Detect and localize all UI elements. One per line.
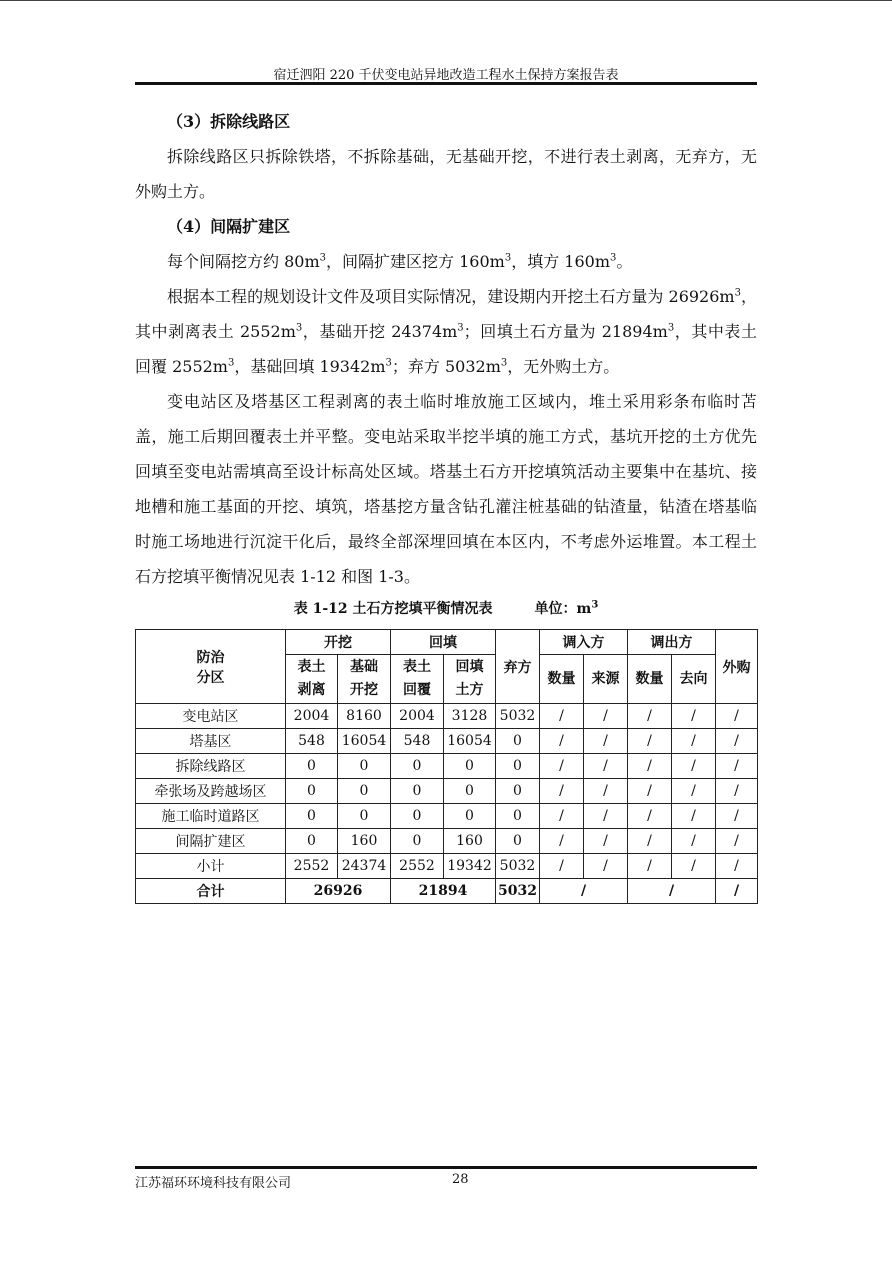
header-out-quantity: 数量 xyxy=(628,655,672,704)
cell-in-quantity: / xyxy=(540,704,584,729)
cell-topsoil-cover: 0 xyxy=(391,779,444,804)
section3-text: 拆除线路区只拆除铁塔，不拆除基础，无基础开挖，不进行表土剥离，无弃方，无外购土方。 xyxy=(135,147,757,201)
footer-company: 江苏福环环境科技有限公司 xyxy=(135,1176,292,1191)
earthwork-summary: 根据本工程的规划设计文件及项目实际情况，建设期内开挖土石方量为 $26926m^3$，其中剥离表土 $2552m^3$，基础开挖 $24374m^3$；回填土石方量为 $21894m^3$，其中表土回覆 $2552m^3$，基础回填 $19342m^3$；弃方 $5032m^3$，无外购土方。 xyxy=(135,287,757,376)
table-row xyxy=(136,754,758,779)
cell-topsoil-cover: 548 xyxy=(391,729,444,754)
cell-topsoil-strip: 0 xyxy=(286,804,338,829)
total-transfer-out: / xyxy=(628,879,716,904)
cell-topsoil-cover: 2552 xyxy=(391,854,444,879)
cell-fill-earth: 19342 xyxy=(444,854,496,879)
header-foundation-excavation: 基础 开挖 xyxy=(338,655,391,704)
total-excavation: 26926 xyxy=(286,879,391,904)
header-fill: 回填 xyxy=(391,630,496,655)
header-zone: 防治 分区 xyxy=(136,630,286,704)
cell-in-source: / xyxy=(584,829,628,854)
table-total-row xyxy=(136,879,758,904)
total-spoil: 5032 xyxy=(496,879,540,904)
cell-foundation-excavation: 16054 xyxy=(338,729,391,754)
footer-rule xyxy=(135,1166,757,1169)
cell-out-quantity: / xyxy=(628,729,672,754)
cell-topsoil-strip: 0 xyxy=(286,829,338,854)
section3-heading: （3）拆除线路区 xyxy=(167,112,291,131)
cell-spoil: 5032 xyxy=(496,854,540,879)
table-row xyxy=(136,729,758,754)
table-row xyxy=(136,829,758,854)
header-purchase: 外购 xyxy=(716,630,758,704)
header-out-destination: 去向 xyxy=(672,655,716,704)
cell-fill-earth: 16054 xyxy=(444,729,496,754)
cell-in-quantity: / xyxy=(540,854,584,879)
page-number: 28 xyxy=(452,1172,469,1187)
cell-foundation-excavation: 0 xyxy=(338,804,391,829)
total-label: 合计 xyxy=(136,879,286,904)
cell-out-destination: / xyxy=(672,754,716,779)
cell-in-quantity: / xyxy=(540,779,584,804)
header-topsoil-strip: 表土 剥离 xyxy=(286,655,338,704)
cell-zone-name: 间隔扩建区 xyxy=(136,829,286,854)
earthwork-balance-table xyxy=(135,629,758,904)
cell-topsoil-strip: 0 xyxy=(286,779,338,804)
cell-foundation-excavation: 160 xyxy=(338,829,391,854)
cell-fill-earth: 3128 xyxy=(444,704,496,729)
cell-spoil: 0 xyxy=(496,779,540,804)
table-unit: 单位：$m^3$ xyxy=(534,599,599,617)
cell-purchase: / xyxy=(716,804,758,829)
cell-zone-name: 塔基区 xyxy=(136,729,286,754)
header-in-source: 来源 xyxy=(584,655,628,704)
cell-out-destination: / xyxy=(672,829,716,854)
cell-purchase: / xyxy=(716,729,758,754)
cell-in-source: / xyxy=(584,729,628,754)
cell-zone-name: 牵张场及跨越场区 xyxy=(136,779,286,804)
cell-zone-name: 施工临时道路区 xyxy=(136,804,286,829)
total-purchase: / xyxy=(716,879,758,904)
cell-purchase: / xyxy=(716,754,758,779)
cell-foundation-excavation: 0 xyxy=(338,754,391,779)
cell-spoil: 0 xyxy=(496,804,540,829)
cell-topsoil-cover: 0 xyxy=(391,804,444,829)
table-row xyxy=(136,854,758,879)
cell-zone-name: 小计 xyxy=(136,854,286,879)
cell-topsoil-cover: 2004 xyxy=(391,704,444,729)
cell-foundation-excavation: 0 xyxy=(338,779,391,804)
cell-out-quantity: / xyxy=(628,779,672,804)
header-rule xyxy=(135,82,757,85)
cell-zone-name: 拆除线路区 xyxy=(136,754,286,779)
cell-in-quantity: / xyxy=(540,829,584,854)
table-caption: 表 1-12 土石方挖填平衡情况表 单位：$m^3$ xyxy=(293,599,599,617)
document-body xyxy=(135,104,757,594)
top-border xyxy=(0,0,892,1)
header-excavation: 开挖 xyxy=(286,630,391,655)
cell-out-destination: / xyxy=(672,804,716,829)
table-row xyxy=(136,804,758,829)
cell-topsoil-strip: 2552 xyxy=(286,854,338,879)
cell-out-destination: / xyxy=(672,729,716,754)
page-header: 宿迁泗阳 220 千伏变电站异地改造工程水土保持方案报告表 xyxy=(273,68,619,83)
cell-out-quantity: / xyxy=(628,829,672,854)
cell-foundation-excavation: 8160 xyxy=(338,704,391,729)
cell-in-source: / xyxy=(584,854,628,879)
cell-out-quantity: / xyxy=(628,754,672,779)
table-header-row-1 xyxy=(136,630,758,655)
cell-fill-earth: 160 xyxy=(444,829,496,854)
cell-fill-earth: 0 xyxy=(444,804,496,829)
cell-out-destination: / xyxy=(672,704,716,729)
header-spoil: 弃方 xyxy=(496,630,540,704)
table-row xyxy=(136,704,758,729)
cell-in-source: / xyxy=(584,804,628,829)
section4-text: 每个间隔挖方约 $80m^3$，间隔扩建区挖方 $160m^3$，填方 $160m^3$。 xyxy=(167,252,633,271)
cell-topsoil-cover: 0 xyxy=(391,829,444,854)
total-fill: 21894 xyxy=(391,879,496,904)
cell-fill-earth: 0 xyxy=(444,779,496,804)
cell-in-quantity: / xyxy=(540,729,584,754)
cell-foundation-excavation: 24374 xyxy=(338,854,391,879)
header-transfer-out: 调出方 xyxy=(628,630,716,655)
cell-purchase: / xyxy=(716,779,758,804)
cell-in-source: / xyxy=(584,779,628,804)
topsoil-paragraph: 变电站区及塔基区工程剥离的表土临时堆放施工区域内，堆土采用彩条布临时苫盖，施工后期回覆表土并平整。变电站采取半挖半填的施工方式，基坑开挖的土方优先回填至变电站需填高至设计标高处区域。塔基土石方开挖填筑活动主要集中在基坑、接地槽和施工基面的开挖、填筑，塔基挖方量含钻孔灌注桩基础的钻渣量，钻渣在塔基临时施工场地进行沉淀干化后，最终全部深埋回填在本区内，不考虑外运堆置。本工程土石方挖填平衡情况见表 1-12 和图 1-3。 xyxy=(135,392,757,586)
cell-out-quantity: / xyxy=(628,854,672,879)
header-topsoil-cover: 表土 回覆 xyxy=(391,655,444,704)
header-in-quantity: 数量 xyxy=(540,655,584,704)
cell-out-quantity: / xyxy=(628,804,672,829)
cell-in-quantity: / xyxy=(540,754,584,779)
cell-fill-earth: 0 xyxy=(444,754,496,779)
section4-heading: （4）间隔扩建区 xyxy=(167,217,291,236)
cell-out-destination: / xyxy=(672,779,716,804)
cell-spoil: 0 xyxy=(496,729,540,754)
cell-purchase: / xyxy=(716,704,758,729)
cell-out-quantity: / xyxy=(628,704,672,729)
cell-in-source: / xyxy=(584,704,628,729)
cell-topsoil-strip: 2004 xyxy=(286,704,338,729)
cell-spoil: 0 xyxy=(496,829,540,854)
cell-zone-name: 变电站区 xyxy=(136,704,286,729)
cell-spoil: 5032 xyxy=(496,704,540,729)
table-row xyxy=(136,779,758,804)
cell-topsoil-cover: 0 xyxy=(391,754,444,779)
cell-topsoil-strip: 548 xyxy=(286,729,338,754)
header-fill-earth: 回填 土方 xyxy=(444,655,496,704)
cell-in-source: / xyxy=(584,754,628,779)
cell-topsoil-strip: 0 xyxy=(286,754,338,779)
cell-purchase: / xyxy=(716,854,758,879)
cell-in-quantity: / xyxy=(540,804,584,829)
cell-spoil: 0 xyxy=(496,754,540,779)
cell-purchase: / xyxy=(716,829,758,854)
total-transfer-in: / xyxy=(540,879,628,904)
cell-out-destination: / xyxy=(672,854,716,879)
header-transfer-in: 调入方 xyxy=(540,630,628,655)
